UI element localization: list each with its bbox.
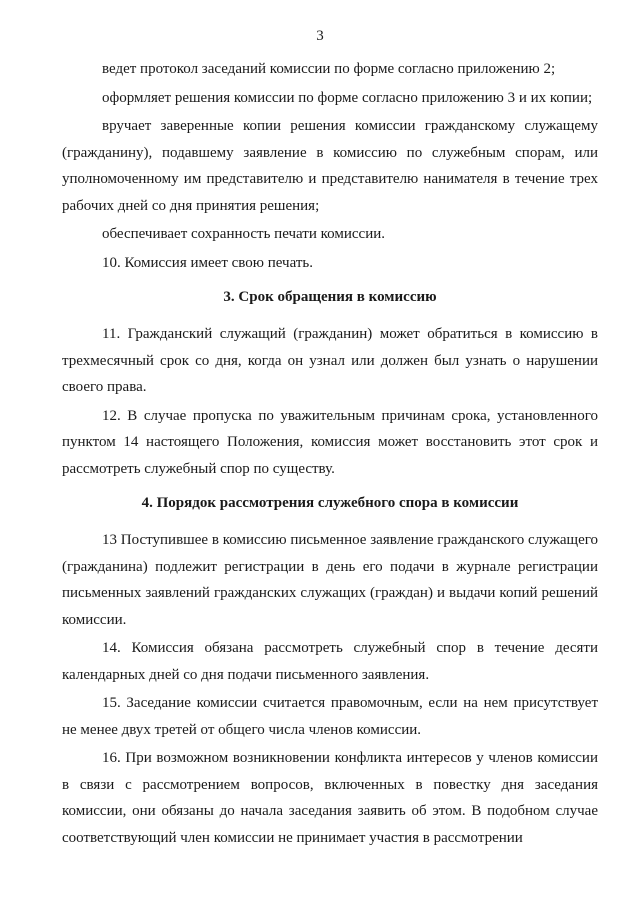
paragraph-protocol: ведет протокол заседаний комиссии по форме согласно приложению 2; bbox=[102, 61, 556, 77]
paragraph-copies: вручает заверенные копии решения комиссии гражданскому служащему (гражданину), подавшему заявление в комиссию по служебным спорам, или уполномоченному им представителю и представителю нанимателя в течение трех рабочих дней со дня принятия решения; bbox=[62, 118, 598, 214]
document-body bbox=[62, 56, 598, 853]
section-heading-4: 4. Порядок рассмотрения служебного спора в комиссии bbox=[141, 495, 519, 511]
section-heading-3: 3. Срок обращения в комиссию bbox=[223, 289, 437, 305]
paragraph-14: 14. Комиссия обязана рассмотреть служебный спор в течение десяти календарных дней со дня подачи письменного заявления. bbox=[62, 640, 598, 683]
paragraph-12: 12. В случае пропуска по уважительным причинам срока, установленного пунктом 14 настоящего Положения, комиссия может восстановить этот срок и рассмотреть служебный спор по существу. bbox=[62, 407, 598, 477]
paragraph-15: 15. Заседание комиссии считается правомочным, если на нем присутствует не менее двух третей от общего числа членов комиссии. bbox=[62, 695, 598, 738]
page-number: 3 bbox=[316, 28, 324, 44]
paragraph-decisions: оформляет решения комиссии по форме согласно приложению 3 и их копии; bbox=[102, 89, 593, 106]
paragraph-seal-safety: обеспечивает сохранность печати комиссии. bbox=[102, 226, 386, 242]
paragraph-11: 11. Гражданский служащий (гражданин) может обратиться в комиссию в трехмесячный срок со дня, когда он узнал или должен был узнать о нарушении своего права. bbox=[62, 326, 598, 395]
paragraph-10: 10. Комиссия имеет свою печать. bbox=[102, 254, 313, 271]
paragraph-13: 13 Поступившее в комиссию письменное заявление гражданского служащего (гражданина) подлежит регистрации в день его подачи в журнале регистрации письменных заявлений гражданских служащих (граждан) и выдачи копий решений комиссии. bbox=[62, 532, 598, 628]
paragraph-16: 16. При возможном возникновении конфликта интересов у членов комиссии в связи с рассмотрением вопросов, включенных в повестку дня заседания комиссии, они обязаны до начала заседания заявить об этом. В подобном случае соответствующий член комиссии не принимает участия в рассмотрении bbox=[62, 750, 598, 846]
